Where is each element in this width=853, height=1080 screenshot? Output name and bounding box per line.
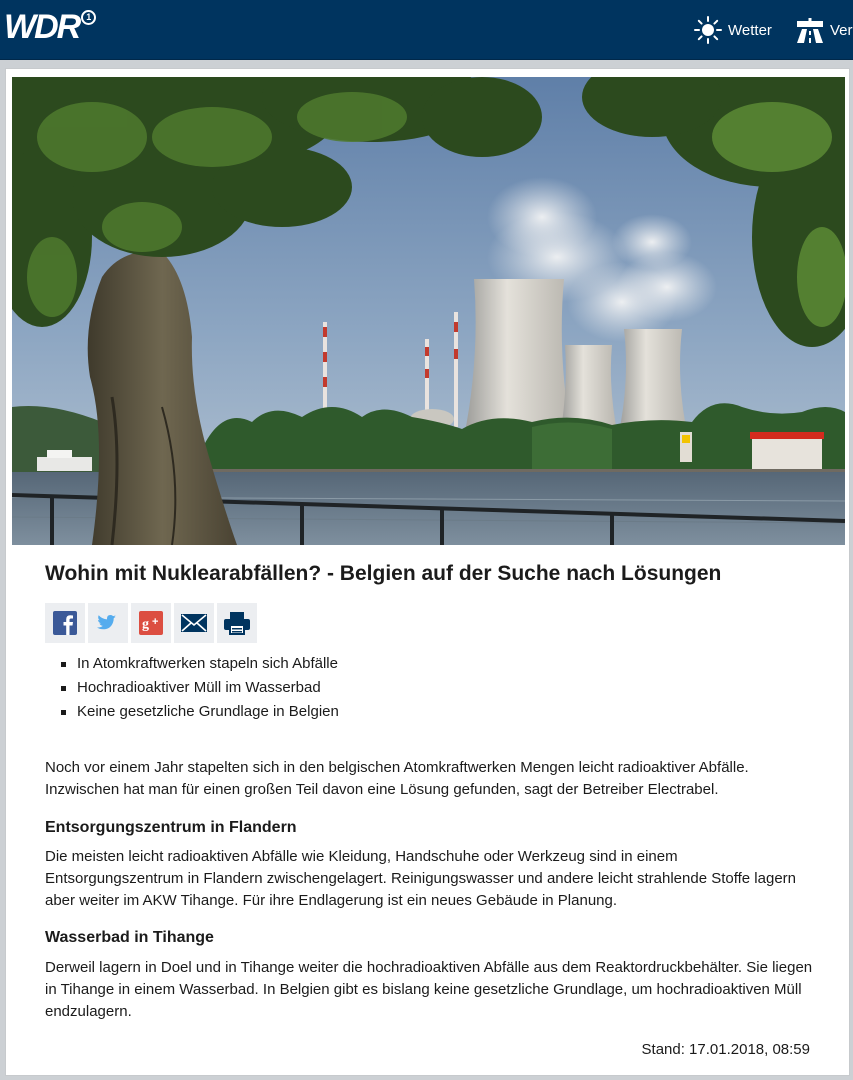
share-bar	[45, 603, 257, 643]
logo-text: WDR	[4, 8, 80, 46]
timestamp: Stand: 17.01.2018, 08:59	[641, 1041, 810, 1058]
email-share-button[interactable]	[174, 603, 214, 643]
sun-icon	[694, 16, 722, 44]
highway-icon	[796, 16, 824, 44]
googleplus-share-button[interactable]	[131, 603, 171, 643]
site-header	[0, 0, 853, 60]
mail-icon	[180, 613, 208, 633]
article-title: Wohin mit Nuklearabfällen? - Belgien auf der Suche nach Lösungen	[45, 562, 722, 585]
hero-image	[12, 77, 845, 545]
facebook-icon	[53, 611, 77, 635]
section-paragraph: Die meisten leicht radioaktiven Abfälle wie Kleidung, Handschuhe oder Werkzeug sind in einem Entsorgungszentrum in Flandern zwischengelagert. Reinigungswasser und andere leicht strahlende Stoffe lagern aber weiter im AKW Tihange. Für ihre Endlagerung ist ein neues Gebäude in Planung.	[45, 848, 797, 909]
list-item: Hochradioaktiver Müll im Wasserbad	[61, 676, 801, 700]
article-card	[5, 68, 850, 1076]
section-heading: Wasserbad in Tihange	[45, 929, 214, 946]
print-icon	[223, 611, 251, 635]
list-item: Keine gesetzliche Grundlage in Belgien	[61, 700, 801, 724]
print-button[interactable]	[217, 603, 257, 643]
googleplus-icon	[139, 611, 163, 635]
nav-weather-label: Wetter	[728, 21, 772, 39]
svg-text:+: +	[152, 616, 159, 628]
twitter-share-button[interactable]	[88, 603, 128, 643]
twitter-icon	[95, 612, 121, 634]
intro-paragraph: Noch vor einem Jahr stapelten sich in den belgischen Atomkraftwerken Mengen leicht radioaktiver Abfälle. Inzwischen hat man für einen großen Teil davon eine Lösung gefunden, sagt der Betreiber Electrabel.	[45, 759, 749, 798]
nav-traffic[interactable]	[796, 14, 853, 46]
svg-text:g: g	[142, 617, 149, 632]
section-paragraph: Derweil lagern in Doel und in Tihange weiter die hochradioaktiven Abfälle aus dem Reaktordruckbehälter. Sie liegen in Tihange in einem Wasserbad. In Belgien gibt es bislang keine gesetzliche Grundlage, um hochradioaktiven Müll endzulagern.	[45, 959, 813, 1020]
section-heading: Entsorgungszentrum in Flandern	[45, 819, 297, 836]
ard-badge: 1	[81, 10, 96, 25]
wdr-logo[interactable]	[4, 8, 96, 46]
nav-weather[interactable]	[694, 14, 772, 46]
facebook-share-button[interactable]	[45, 603, 85, 643]
power-plant-photo	[12, 77, 845, 545]
list-item: In Atomkraftwerken stapeln sich Abfälle	[61, 652, 801, 676]
nav-traffic-label: Ver	[830, 21, 853, 39]
summary-list	[61, 652, 801, 724]
